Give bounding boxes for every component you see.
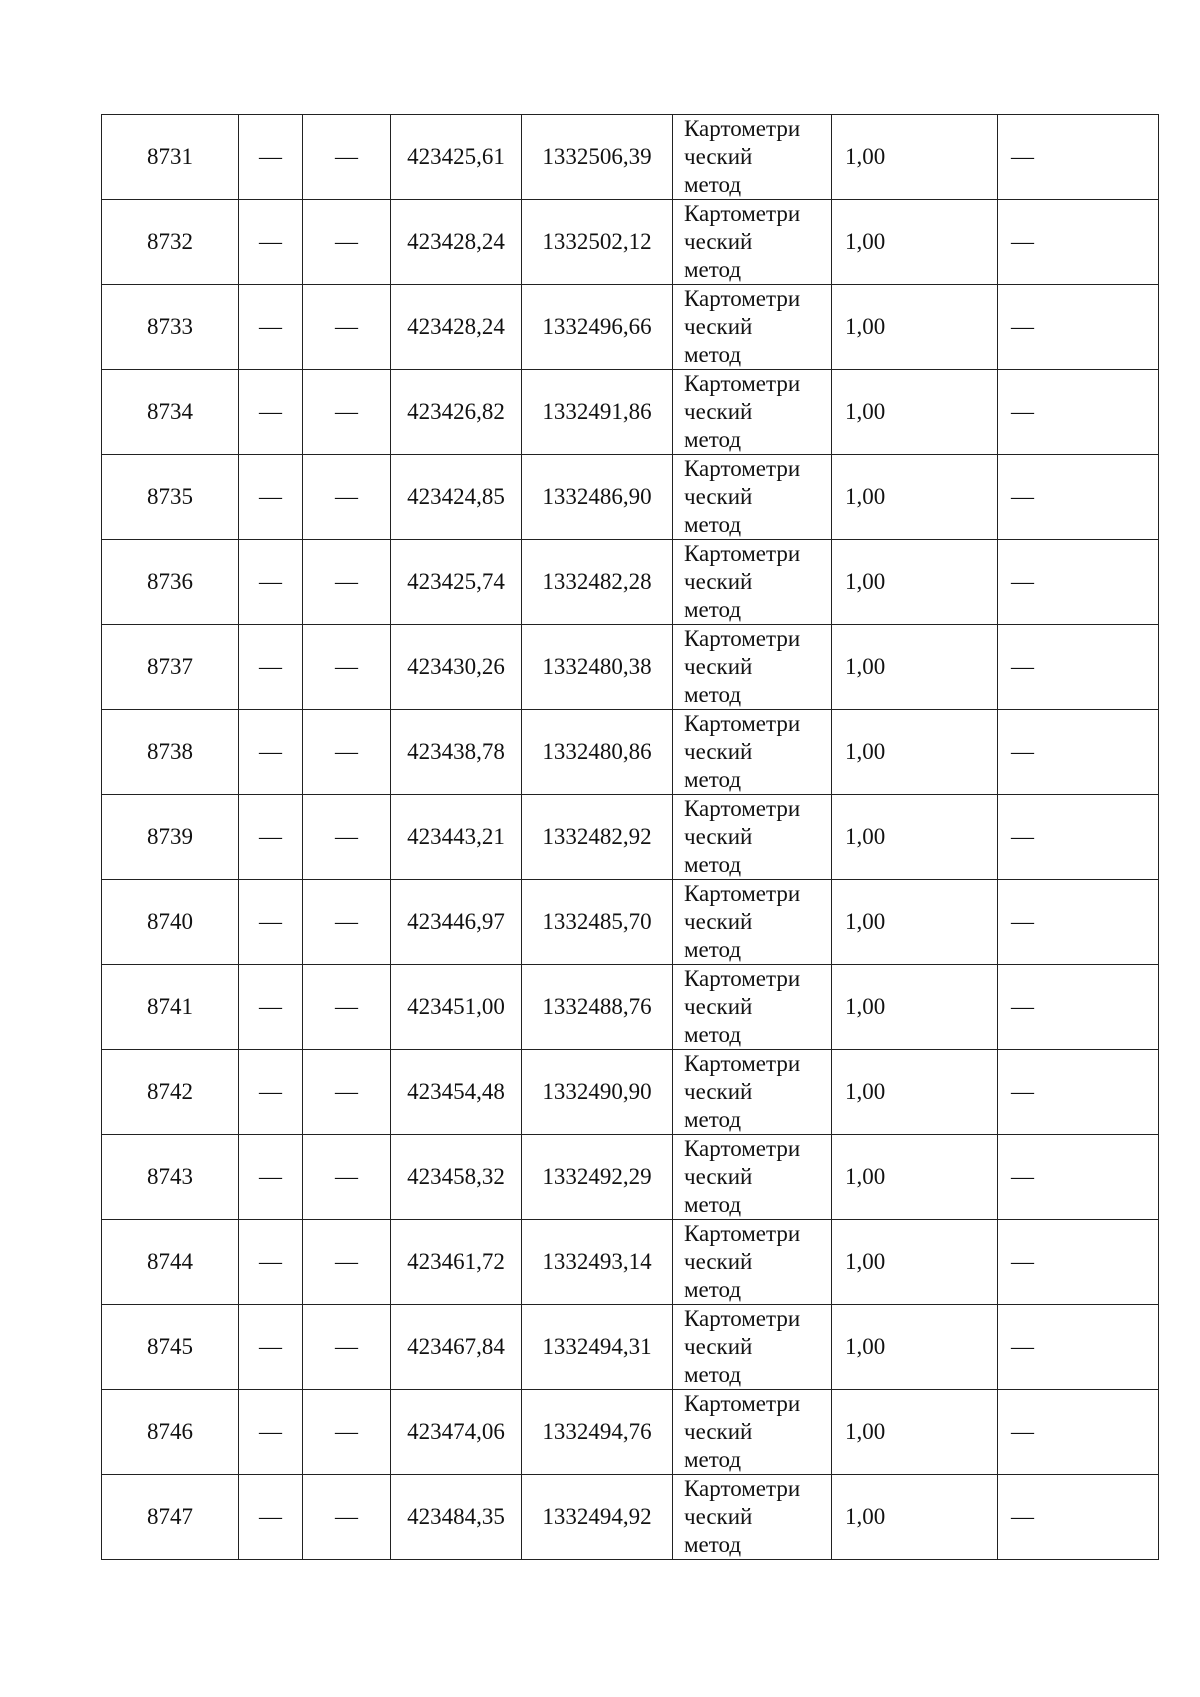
table-body [102, 115, 1159, 1560]
y-coordinate-cell: 1332482,28 [522, 540, 673, 625]
method-text-line: метод [684, 682, 742, 707]
method-text-line: метод [684, 1277, 742, 1302]
y-coordinate-cell: 1332496,66 [522, 285, 673, 370]
method-text-line: Картометри [684, 711, 801, 736]
method-cell [673, 455, 832, 540]
accuracy-cell: 1,00 [832, 200, 998, 285]
method-cell [673, 625, 832, 710]
method-cell [673, 710, 832, 795]
method-text-line: Картометри [684, 1476, 801, 1501]
method-text-line: метод [684, 1362, 742, 1387]
x-coordinate-cell: 423458,32 [391, 1135, 522, 1220]
empty-dash-cell: — [239, 540, 303, 625]
table-row [102, 1390, 1159, 1475]
y-coordinate-cell: 1332490,90 [522, 1050, 673, 1135]
empty-dash-cell: — [239, 285, 303, 370]
accuracy-cell: 1,00 [832, 540, 998, 625]
x-coordinate-cell: 423443,21 [391, 795, 522, 880]
method-text-line: ческий [684, 484, 753, 509]
empty-dash-cell: — [303, 285, 391, 370]
accuracy-cell: 1,00 [832, 965, 998, 1050]
coordinates-table [101, 114, 1159, 1560]
table-row [102, 965, 1159, 1050]
method-text-line: метод [684, 937, 742, 962]
method-text-line: метод [684, 342, 742, 367]
empty-dash-cell: — [998, 710, 1159, 795]
table-row [102, 455, 1159, 540]
method-text-line: Картометри [684, 881, 801, 906]
method-cell [673, 370, 832, 455]
method-text-line: ческий [684, 994, 753, 1019]
empty-dash-cell: — [303, 455, 391, 540]
method-text-line: метод [684, 1107, 742, 1132]
table-row [102, 540, 1159, 625]
table-row [102, 1135, 1159, 1220]
empty-dash-cell: — [998, 1305, 1159, 1390]
empty-dash-cell: — [303, 625, 391, 710]
method-cell [673, 115, 832, 200]
empty-dash-cell: — [303, 1305, 391, 1390]
y-coordinate-cell: 1332494,92 [522, 1475, 673, 1560]
point-number-cell: 8733 [102, 285, 239, 370]
empty-dash-cell: — [303, 795, 391, 880]
y-coordinate-cell: 1332493,14 [522, 1220, 673, 1305]
empty-dash-cell: — [998, 455, 1159, 540]
point-number-cell: 8745 [102, 1305, 239, 1390]
empty-dash-cell: — [998, 540, 1159, 625]
y-coordinate-cell: 1332480,38 [522, 625, 673, 710]
table-row [102, 285, 1159, 370]
accuracy-cell: 1,00 [832, 1220, 998, 1305]
x-coordinate-cell: 423461,72 [391, 1220, 522, 1305]
method-cell [673, 200, 832, 285]
table-row [102, 1305, 1159, 1390]
table-row [102, 1475, 1159, 1560]
x-coordinate-cell: 423454,48 [391, 1050, 522, 1135]
accuracy-cell: 1,00 [832, 455, 998, 540]
accuracy-cell: 1,00 [832, 1050, 998, 1135]
point-number-cell: 8731 [102, 115, 239, 200]
empty-dash-cell: — [998, 880, 1159, 965]
table-row [102, 625, 1159, 710]
empty-dash-cell: — [239, 625, 303, 710]
empty-dash-cell: — [303, 1135, 391, 1220]
method-cell [673, 1305, 832, 1390]
point-number-cell: 8738 [102, 710, 239, 795]
accuracy-cell: 1,00 [832, 880, 998, 965]
method-text-line: ческий [684, 824, 753, 849]
empty-dash-cell: — [998, 1050, 1159, 1135]
x-coordinate-cell: 423451,00 [391, 965, 522, 1050]
x-coordinate-cell: 423438,78 [391, 710, 522, 795]
method-text-line: метод [684, 257, 742, 282]
method-cell [673, 540, 832, 625]
accuracy-cell: 1,00 [832, 710, 998, 795]
x-coordinate-cell: 423484,35 [391, 1475, 522, 1560]
method-text-line: ческий [684, 654, 753, 679]
table-row [102, 880, 1159, 965]
empty-dash-cell: — [239, 1220, 303, 1305]
empty-dash-cell: — [998, 625, 1159, 710]
table-row [102, 1050, 1159, 1135]
method-text-line: ческий [684, 144, 753, 169]
method-text-line: метод [684, 427, 742, 452]
empty-dash-cell: — [239, 1305, 303, 1390]
method-cell [673, 285, 832, 370]
empty-dash-cell: — [303, 1220, 391, 1305]
x-coordinate-cell: 423428,24 [391, 200, 522, 285]
empty-dash-cell: — [998, 370, 1159, 455]
empty-dash-cell: — [303, 1475, 391, 1560]
method-text-line: Картометри [684, 796, 801, 821]
accuracy-cell: 1,00 [832, 115, 998, 200]
method-text-line: метод [684, 852, 742, 877]
method-text-line: метод [684, 1192, 742, 1217]
y-coordinate-cell: 1332494,76 [522, 1390, 673, 1475]
method-text-line: метод [684, 1532, 742, 1557]
method-text-line: ческий [684, 909, 753, 934]
point-number-cell: 8744 [102, 1220, 239, 1305]
point-number-cell: 8742 [102, 1050, 239, 1135]
method-text-line: Картометри [684, 1221, 801, 1246]
point-number-cell: 8735 [102, 455, 239, 540]
empty-dash-cell: — [303, 1390, 391, 1475]
table-row [102, 115, 1159, 200]
x-coordinate-cell: 423424,85 [391, 455, 522, 540]
point-number-cell: 8747 [102, 1475, 239, 1560]
method-text-line: Картометри [684, 116, 801, 141]
empty-dash-cell: — [998, 1135, 1159, 1220]
x-coordinate-cell: 423426,82 [391, 370, 522, 455]
empty-dash-cell: — [303, 540, 391, 625]
method-text-line: метод [684, 1022, 742, 1047]
method-text-line: Картометри [684, 1051, 801, 1076]
y-coordinate-cell: 1332494,31 [522, 1305, 673, 1390]
method-text-line: Картометри [684, 456, 801, 481]
y-coordinate-cell: 1332486,90 [522, 455, 673, 540]
method-text-line: ческий [684, 229, 753, 254]
method-text-line: ческий [684, 739, 753, 764]
method-text-line: ческий [684, 569, 753, 594]
empty-dash-cell: — [303, 880, 391, 965]
accuracy-cell: 1,00 [832, 1135, 998, 1220]
empty-dash-cell: — [998, 795, 1159, 880]
table-row [102, 710, 1159, 795]
accuracy-cell: 1,00 [832, 1305, 998, 1390]
empty-dash-cell: — [998, 1475, 1159, 1560]
x-coordinate-cell: 423425,74 [391, 540, 522, 625]
x-coordinate-cell: 423474,06 [391, 1390, 522, 1475]
point-number-cell: 8732 [102, 200, 239, 285]
accuracy-cell: 1,00 [832, 285, 998, 370]
point-number-cell: 8743 [102, 1135, 239, 1220]
x-coordinate-cell: 423428,24 [391, 285, 522, 370]
point-number-cell: 8739 [102, 795, 239, 880]
y-coordinate-cell: 1332485,70 [522, 880, 673, 965]
empty-dash-cell: — [239, 795, 303, 880]
empty-dash-cell: — [998, 1390, 1159, 1475]
empty-dash-cell: — [239, 965, 303, 1050]
method-text-line: Картометри [684, 371, 801, 396]
point-number-cell: 8737 [102, 625, 239, 710]
x-coordinate-cell: 423467,84 [391, 1305, 522, 1390]
table-row [102, 200, 1159, 285]
empty-dash-cell: — [998, 285, 1159, 370]
empty-dash-cell: — [998, 115, 1159, 200]
empty-dash-cell: — [239, 1475, 303, 1560]
accuracy-cell: 1,00 [832, 795, 998, 880]
method-text-line: Картометри [684, 1306, 801, 1331]
method-text-line: Картометри [684, 201, 801, 226]
x-coordinate-cell: 423430,26 [391, 625, 522, 710]
empty-dash-cell: — [998, 200, 1159, 285]
method-cell [673, 1050, 832, 1135]
empty-dash-cell: — [303, 710, 391, 795]
y-coordinate-cell: 1332502,12 [522, 200, 673, 285]
method-cell [673, 1220, 832, 1305]
point-number-cell: 8740 [102, 880, 239, 965]
table-row [102, 1220, 1159, 1305]
method-cell [673, 1475, 832, 1560]
method-text-line: Картометри [684, 286, 801, 311]
y-coordinate-cell: 1332482,92 [522, 795, 673, 880]
method-text-line: метод [684, 597, 742, 622]
method-text-line: Картометри [684, 1391, 801, 1416]
empty-dash-cell: — [239, 710, 303, 795]
method-text-line: метод [684, 1447, 742, 1472]
y-coordinate-cell: 1332488,76 [522, 965, 673, 1050]
empty-dash-cell: — [998, 965, 1159, 1050]
method-text-line: Картометри [684, 626, 801, 651]
empty-dash-cell: — [239, 455, 303, 540]
empty-dash-cell: — [239, 880, 303, 965]
x-coordinate-cell: 423425,61 [391, 115, 522, 200]
method-text-line: метод [684, 767, 742, 792]
empty-dash-cell: — [239, 115, 303, 200]
accuracy-cell: 1,00 [832, 370, 998, 455]
point-number-cell: 8746 [102, 1390, 239, 1475]
y-coordinate-cell: 1332492,29 [522, 1135, 673, 1220]
empty-dash-cell: — [239, 1050, 303, 1135]
accuracy-cell: 1,00 [832, 1390, 998, 1475]
method-text-line: ческий [684, 1504, 753, 1529]
empty-dash-cell: — [239, 1135, 303, 1220]
point-number-cell: 8734 [102, 370, 239, 455]
empty-dash-cell: — [303, 1050, 391, 1135]
table-row [102, 795, 1159, 880]
accuracy-cell: 1,00 [832, 625, 998, 710]
empty-dash-cell: — [998, 1220, 1159, 1305]
empty-dash-cell: — [303, 370, 391, 455]
method-text-line: ческий [684, 399, 753, 424]
y-coordinate-cell: 1332480,86 [522, 710, 673, 795]
accuracy-cell: 1,00 [832, 1475, 998, 1560]
method-cell [673, 965, 832, 1050]
empty-dash-cell: — [303, 200, 391, 285]
method-cell [673, 795, 832, 880]
method-text-line: ческий [684, 1164, 753, 1189]
empty-dash-cell: — [303, 115, 391, 200]
y-coordinate-cell: 1332506,39 [522, 115, 673, 200]
method-text-line: Картометри [684, 966, 801, 991]
method-text-line: ческий [684, 1079, 753, 1104]
method-text-line: ческий [684, 1334, 753, 1359]
empty-dash-cell: — [239, 1390, 303, 1475]
point-number-cell: 8736 [102, 540, 239, 625]
method-text-line: ческий [684, 1249, 753, 1274]
empty-dash-cell: — [303, 965, 391, 1050]
x-coordinate-cell: 423446,97 [391, 880, 522, 965]
method-cell [673, 1135, 832, 1220]
method-text-line: метод [684, 172, 742, 197]
table-row [102, 370, 1159, 455]
method-cell [673, 1390, 832, 1475]
method-text-line: Картометри [684, 541, 801, 566]
empty-dash-cell: — [239, 370, 303, 455]
empty-dash-cell: — [239, 200, 303, 285]
method-text-line: Картометри [684, 1136, 801, 1161]
point-number-cell: 8741 [102, 965, 239, 1050]
method-text-line: ческий [684, 1419, 753, 1444]
y-coordinate-cell: 1332491,86 [522, 370, 673, 455]
method-cell [673, 880, 832, 965]
method-text-line: метод [684, 512, 742, 537]
method-text-line: ческий [684, 314, 753, 339]
